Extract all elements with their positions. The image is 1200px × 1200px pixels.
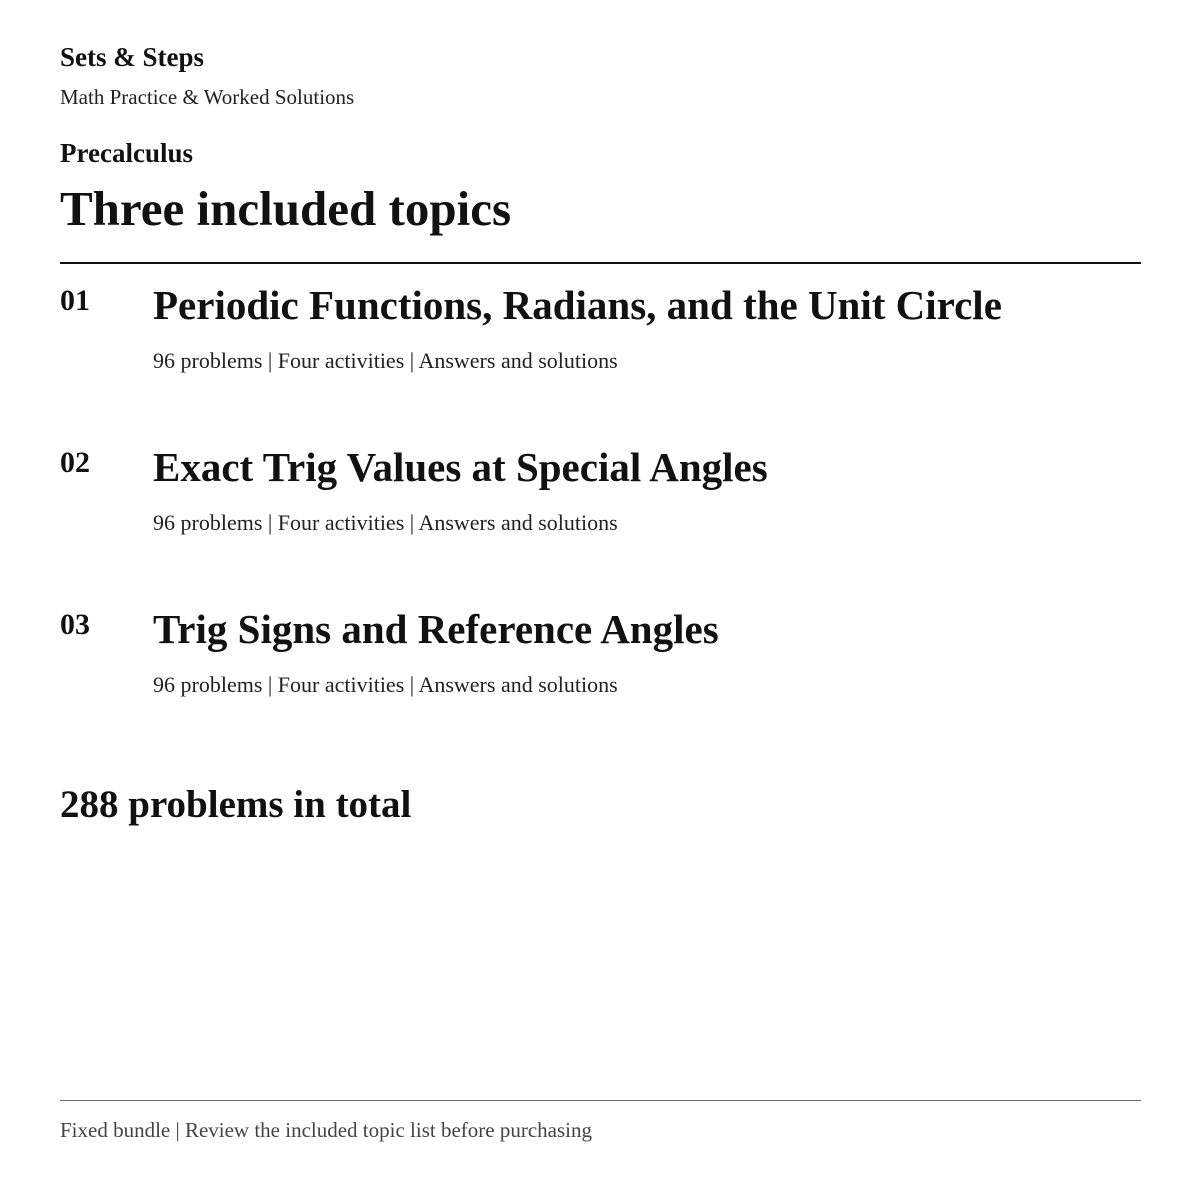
- brand-subtitle: Math Practice & Worked Solutions: [60, 85, 355, 109]
- course-label: Precalculus: [60, 138, 193, 168]
- topic-item: [60, 444, 1141, 606]
- topic-list: [60, 282, 1141, 768]
- topic-title: Periodic Functions, Radians, and the Unit Circle: [153, 282, 1002, 328]
- footer-note: Fixed bundle | Review the included topic list before purchasing: [60, 1118, 592, 1142]
- topic-number: 01: [60, 284, 90, 317]
- topic-title: Exact Trig Values at Special Angles: [153, 444, 768, 490]
- topic-item: [60, 606, 1141, 768]
- topic-number: 02: [60, 446, 90, 479]
- topic-title: Trig Signs and Reference Angles: [153, 606, 719, 652]
- topic-number: 03: [60, 608, 90, 641]
- topic-meta: 96 problems | Four activities | Answers and solutions: [153, 672, 618, 697]
- header-divider: [60, 262, 1141, 264]
- problem-total: 288 problems in total: [60, 783, 412, 826]
- topic-item: [60, 282, 1141, 444]
- topic-meta: 96 problems | Four activities | Answers and solutions: [153, 510, 618, 535]
- topic-meta: 96 problems | Four activities | Answers and solutions: [153, 348, 618, 373]
- bundle-page: [60, 0, 1141, 1200]
- footer-divider: [60, 1100, 1141, 1101]
- page-title: Three included topics: [60, 181, 512, 236]
- brand-title: Sets & Steps: [60, 42, 205, 72]
